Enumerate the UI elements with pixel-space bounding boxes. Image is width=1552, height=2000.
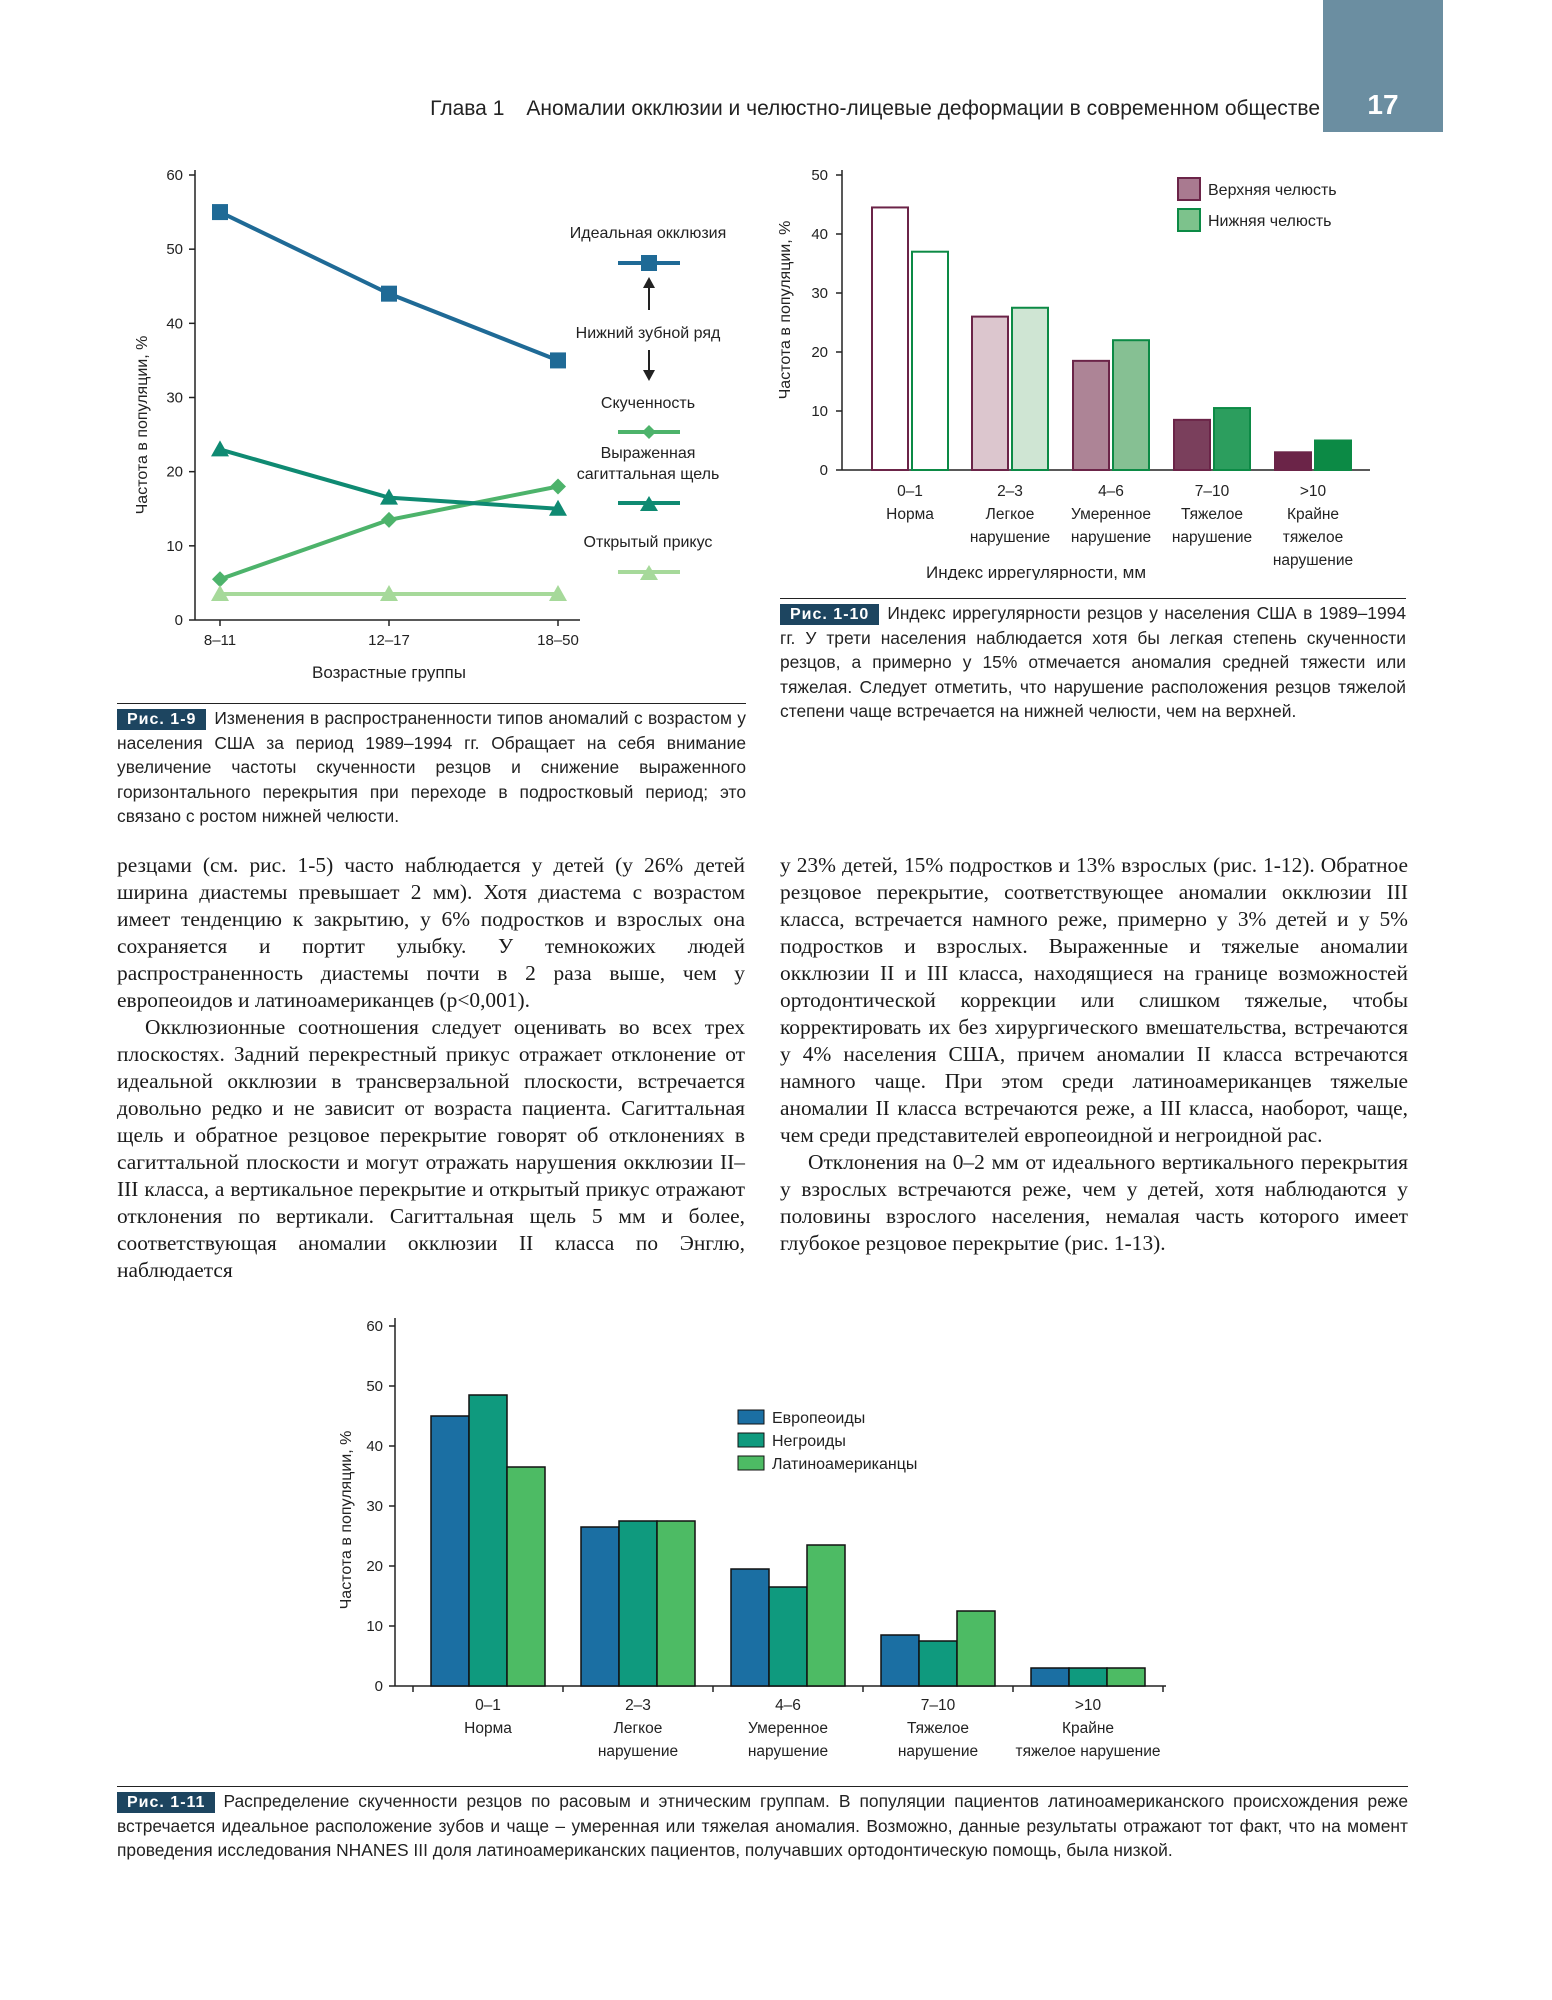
y-tick-label: 50	[811, 167, 828, 184]
y-tick-label: 30	[366, 1498, 383, 1515]
legend-label: Латиноамериканцы	[772, 1456, 918, 1473]
fig9-xlabel: Возрастные группы	[312, 663, 466, 682]
legend-crowding-marker	[642, 425, 656, 439]
data-point	[550, 479, 566, 495]
x-tick-label: 2–3	[997, 483, 1023, 500]
figure-1-10-bar-chart	[770, 160, 1410, 580]
bar	[1315, 441, 1351, 471]
running-head	[430, 96, 1320, 122]
legend-swatch	[738, 1410, 764, 1424]
legend-lower-label: Нижний зубной ряд	[575, 325, 721, 342]
y-tick-label: 50	[366, 1378, 383, 1395]
x-tick-label: тяжелое	[1282, 529, 1344, 546]
fig11-legend	[738, 1410, 917, 1473]
legend-ideal-label: Идеальная окклюзия	[569, 225, 727, 242]
paragraph: Отклонения на 0–2 мм от идеального вертикального перекрытия у взрослых встречаются реже, чем у детей, хотя наблюдаются у половины взрослого населения, немалая часть которого имеет глубокое резцовое перекрытие (рис. 1-13).	[780, 1150, 1408, 1255]
bar	[1214, 408, 1250, 470]
y-tick-label: 0	[174, 612, 183, 629]
x-tick-label: Норма	[464, 1720, 512, 1737]
caption-text: Индекс иррегулярности резцов у населения США в 1989–1994 гг. У трети населения наблюдается хотя бы легкая степень скученности резцов, а примерно у 15% отмечается аномалия средней тяжести или тяжелая. Следует отметить, что нарушение расположения резцов тяжелой степени чаще встречается на нижней челюсти, чем на верхней.	[780, 603, 1406, 721]
paragraph: резцами (см. рис. 1-5) часто наблюдается у детей (у 26% детей ширина диастемы превышает 2 мм). Хотя диастема с возрастом имеет тенденцию к закрытию, у 6% подростков и взрослых она сохраняется и портит улыбку. У темнокожих людей распространенность диастемы почти в 2 раза выше, чем у европеоидов и латиноамериканцев (p<0,001).	[117, 853, 745, 1012]
bar	[1012, 308, 1048, 470]
x-tick-label: нарушение	[969, 529, 1051, 546]
caption-text: Распределение скученности резцов по расовым и этническим группам. В популяции пациентов латиноамериканского происхождения реже встречается идеальное расположение зубов и чаще – умеренная или тяжелая аномалия. Возможно, данные результаты отражают тот факт, что на момент проведения исследования NHANES III доля латиноамериканских пациентов, получавших ортодонтическую помощь, была низкой.	[117, 1791, 1408, 1860]
figure-1-10-caption	[780, 598, 1406, 724]
figure-1-11-bar-chart	[330, 1300, 1210, 1770]
bar	[469, 1395, 507, 1686]
paragraph: Окклюзионные соотношения следует оценивать во всех трех плоскостях. Задний перекрестный прикус отражает отклонение от идеальной окклюзии в трансверзальной плоскости, встречается довольно редко и не зависит от возраста пациента. Сагиттальная щель и обратное резцовое перекрытие говорят об отклонениях в сагиттальной плоскости и могут отражать нарушения окклюзии II–III класса, а вертикальное перекрытие и открытый прикус отражают отклонения по вертикали. Сагиттальная щель 5 мм и более, соответствующая аномалии окклюзии II класса по Энглю, наблюдается	[117, 1015, 745, 1282]
bar	[1069, 1668, 1107, 1686]
x-tick-label: Тяжелое	[1181, 506, 1243, 523]
caption-text: Изменения в распространенности типов аномалий с возрастом у населения США за период 1989–1994 гг. Обращает на себя внимание увеличение частоты скученности резцов и снижение выраженного горизонтального перекрытия при переходе в подростковый период; это связано с ростом нижней челюсти.	[117, 708, 746, 826]
figure-tag: Рис. 1-10	[780, 604, 879, 625]
data-point	[550, 352, 566, 368]
arrow-down-icon	[643, 370, 655, 381]
y-tick-label: 20	[366, 1558, 383, 1575]
fig9-legend	[570, 225, 727, 580]
x-tick-label: Крайне	[1286, 506, 1340, 523]
x-tick-label: Умеренное	[1070, 506, 1152, 523]
x-tick-label: 8–11	[203, 632, 237, 649]
fig10-xlabel: Индекс иррегулярности, мм	[925, 563, 1147, 580]
bar	[1174, 420, 1210, 470]
data-point	[381, 512, 397, 528]
figure-tag: Рис. 1-9	[117, 709, 206, 730]
legend-swatch	[738, 1456, 764, 1470]
x-tick-label: Легкое	[613, 1720, 663, 1737]
chapter-label: Глава 1	[430, 97, 505, 120]
bar	[1113, 340, 1149, 470]
bar	[957, 1611, 995, 1686]
y-tick-label: 20	[811, 344, 828, 361]
legend-label: Европеоиды	[772, 1410, 866, 1427]
x-tick-label: нарушение	[1272, 552, 1354, 569]
fig9-ylabel: Частота в популяции, %	[134, 335, 151, 515]
paragraph: у 23% детей, 15% подростков и 13% взрослых (рис. 1-12). Обратное резцовое перекрытие, соответствующее аномалии окклюзии III класса, встречается намного реже, примерно у 3% детей и у 5% подростков и взрослых. Выраженные и тяжелые аномалии окклюзии II и III класса, находящиеся на границе возможностей ортодонтической коррекции или слишком тяжелые, чтобы корректировать их без хирургического вмешательства, встречаются у 4% населения США, причем аномалии II класса встречаются намного чаще. При этом среди латиноамериканцев тяжелые аномалии II класса встречаются реже, а III класса, наоборот, чаще, чем среди представителей европеоидной и негроидной рас.	[780, 853, 1408, 1147]
bar	[619, 1521, 657, 1686]
body-left-column	[117, 852, 745, 1284]
bar	[912, 252, 948, 470]
legend-overjet-label-1: Выраженная	[600, 445, 696, 462]
legend-label: Верхняя челюсть	[1208, 182, 1337, 199]
bar	[657, 1521, 695, 1686]
data-point	[211, 440, 229, 456]
data-point	[381, 286, 397, 302]
x-tick-label: Умеренное	[747, 1720, 829, 1737]
bar	[1031, 1668, 1069, 1686]
fig10-ylabel: Частота в популяции, %	[777, 220, 794, 400]
x-tick-label: 4–6	[775, 1697, 801, 1714]
bar	[1107, 1668, 1145, 1686]
x-tick-label: нарушение	[1171, 529, 1253, 546]
y-tick-label: 30	[811, 285, 828, 302]
x-tick-label: 12–17	[368, 632, 410, 649]
x-tick-label: 7–10	[1194, 483, 1230, 500]
legend-swatch	[738, 1433, 764, 1447]
chapter-title: Аномалии окклюзии и челюстно-лицевые деформации в современном обществе	[526, 97, 1320, 120]
y-tick-label: 10	[166, 537, 183, 555]
y-tick-label: 30	[166, 389, 183, 407]
bar	[972, 317, 1008, 470]
y-tick-label: 60	[166, 167, 183, 184]
fig10-legend	[1178, 178, 1337, 231]
bar	[769, 1587, 807, 1686]
x-tick-label: 18–50	[537, 632, 579, 649]
bar	[507, 1467, 545, 1686]
x-tick-label: Тяжелое	[907, 1720, 969, 1737]
figure-1-9-line-chart	[110, 160, 770, 700]
bar	[431, 1416, 469, 1686]
x-tick-label: нарушение	[897, 1743, 979, 1760]
data-point	[212, 204, 228, 220]
figure-tag: Рис. 1-11	[117, 1792, 215, 1813]
legend-swatch	[1178, 209, 1200, 231]
x-tick-label: Легкое	[985, 506, 1035, 523]
y-tick-label: 50	[166, 241, 183, 259]
arrow-up-icon	[643, 277, 655, 288]
x-tick-label: 4–6	[1098, 483, 1124, 500]
figure-1-9-caption	[117, 703, 746, 829]
fig11-ylabel: Частота в популяции, %	[338, 1430, 355, 1610]
x-tick-label: >10	[1299, 483, 1327, 500]
bar	[807, 1545, 845, 1686]
y-tick-label: 0	[819, 462, 828, 479]
x-tick-label: нарушение	[747, 1743, 829, 1760]
bar	[731, 1569, 769, 1686]
x-tick-label: Крайне	[1061, 1720, 1115, 1737]
x-tick-label: нарушение	[597, 1743, 679, 1760]
y-tick-label: 40	[811, 226, 828, 243]
y-tick-label: 40	[166, 315, 183, 333]
x-tick-label: 0–1	[475, 1697, 501, 1714]
bar	[881, 1635, 919, 1686]
bar	[581, 1527, 619, 1686]
x-tick-label: тяжелое нарушение	[1015, 1743, 1161, 1760]
x-tick-label: 7–10	[920, 1697, 956, 1714]
bar	[872, 207, 908, 470]
x-tick-label: 2–3	[625, 1697, 651, 1714]
legend-overjet-label-2: сагиттальная щель	[576, 466, 720, 483]
legend-crowding-label: Скученность	[600, 395, 696, 412]
legend-swatch	[1178, 178, 1200, 200]
legend-openbite-label: Открытый прикус	[583, 534, 713, 551]
bar	[1073, 361, 1109, 470]
legend-label: Негроиды	[772, 1433, 846, 1450]
x-tick-label: нарушение	[1070, 529, 1152, 546]
data-point	[212, 571, 228, 587]
y-tick-label: 10	[366, 1618, 383, 1635]
page-number: 17	[1367, 89, 1399, 120]
bar	[919, 1641, 957, 1686]
y-tick-label: 20	[166, 463, 183, 481]
legend-label: Нижняя челюсть	[1208, 213, 1332, 230]
y-tick-label: 40	[366, 1438, 383, 1455]
y-tick-label: 60	[366, 1318, 383, 1335]
body-right-column	[780, 852, 1408, 1257]
x-tick-label: >10	[1074, 1697, 1102, 1714]
figure-1-11-caption	[117, 1786, 1408, 1863]
bar	[1275, 452, 1311, 470]
x-tick-label: 0–1	[897, 483, 923, 500]
y-tick-label: 10	[811, 403, 828, 420]
x-tick-label: Норма	[886, 506, 934, 523]
legend-ideal-marker	[641, 255, 657, 271]
y-tick-label: 0	[374, 1678, 383, 1695]
